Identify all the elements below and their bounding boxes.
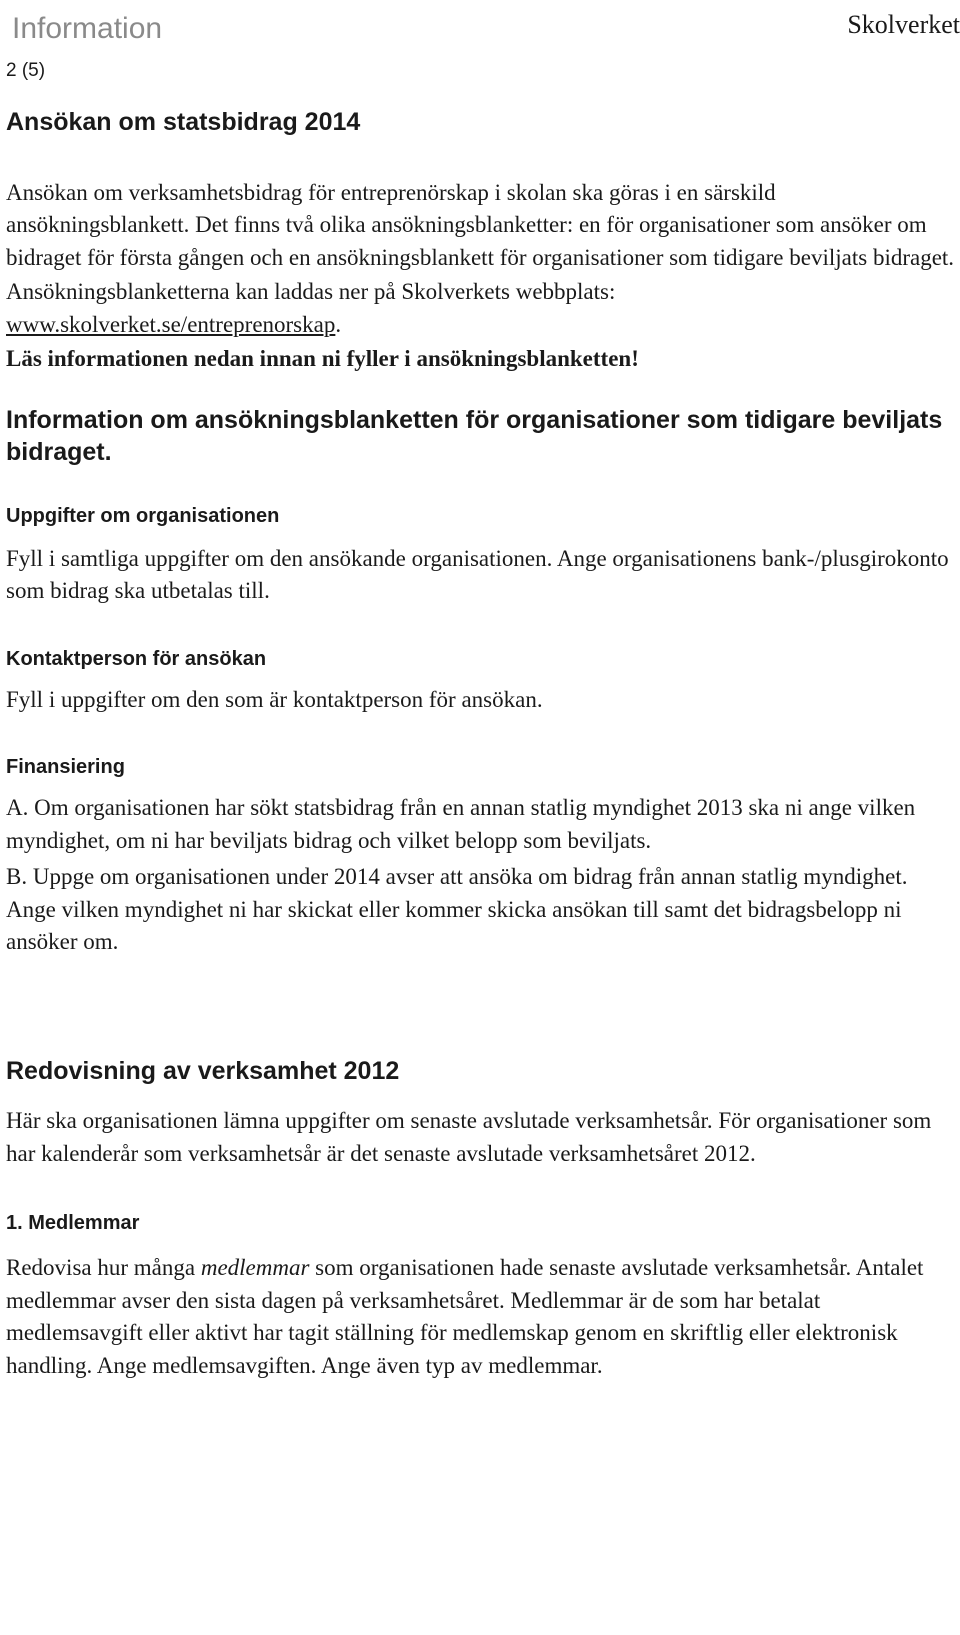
members-emphasis: medlemmar	[200, 1255, 310, 1280]
members-text-start: Redovisa hur många	[6, 1255, 201, 1280]
report-text: Här ska organisationen lämna uppgifter om senaste avslutade verksamhetsår. För organisationer som har kalenderår som verksamhetsår är det senaste avslutade verksamhetsåret 2012.	[6, 1108, 932, 1166]
link-suffix: .	[335, 311, 342, 337]
members-text-end: som organisationen hade senaste avslutade verksamhetsår. Antalet medlemmar avser den sista dagen på verksamhetsåret. Medlemmar är de som har betalat medlemsavgift eller aktivt har tagit ställning för medlemskap genom en skriftlig eller elektronisk handling. Ange medlemsavgiften. Ange även typ av medlemmar.	[6, 1255, 924, 1378]
section-title-report: Redovisning av verksamhet 2012	[6, 1056, 400, 1085]
download-text: Ansökningsblanketterna kan laddas ner på Skolverkets webbplats:	[6, 279, 616, 304]
download-paragraph	[6, 276, 956, 341]
page-number: 2 (5)	[6, 60, 46, 81]
document-type-label: Information	[12, 12, 163, 45]
subheading-members: 1. Medlemmar	[6, 1212, 140, 1234]
document-body	[6, 106, 956, 1382]
members-text	[6, 1252, 956, 1382]
section-title-form-info: Information om ansökningsblanketten för organisationer som tidigare beviljats bidraget.	[6, 405, 943, 466]
financing-text-b: B. Uppge om organisationen under 2014 avser att ansöka om bidrag från annan statlig myndighet. Ange vilken myndighet ni har skickat eller kommer skicka ansökan till samt det bidragsbelopp ni ansöker om.	[6, 864, 908, 954]
subheading-organization: Uppgifter om organisationen	[6, 504, 280, 527]
organization-name: Skolverket	[847, 10, 960, 39]
organization-text: Fyll i samtliga uppgifter om den ansökande organisationen. Ange organisationens bank-/plusgirokonto som bidrag ska utbetalas till.	[6, 545, 949, 603]
subheading-contact: Kontaktperson för ansökan	[6, 647, 267, 670]
subheading-financing: Finansiering	[6, 756, 125, 778]
intro-paragraph: Ansökan om verksamhetsbidrag för entreprenörskap i skolan ska göras i en särskild ansökningsblankett. Det finns två olika ansökningsblanketter: en för organisationer som ansöker om bidraget för första gången och en ansökningsblankett för organisationer som tidigare beviljats bidraget.	[6, 179, 955, 270]
contact-text: Fyll i uppgifter om den som är kontaktperson för ansökan.	[6, 686, 543, 712]
skolverket-link[interactable]: www.skolverket.se/entreprenorskap	[6, 311, 336, 337]
section-title-application: Ansökan om statsbidrag 2014	[6, 108, 361, 136]
financing-text-a: A. Om organisationen har sökt statsbidrag från en annan statlig myndighet 2013 ska ni ange vilken myndighet, om ni har beviljats bidrag och vilket belopp som beviljats.	[6, 795, 916, 853]
notice-text: Läs informationen nedan innan ni fyller i ansökningsblanketten!	[6, 346, 639, 371]
